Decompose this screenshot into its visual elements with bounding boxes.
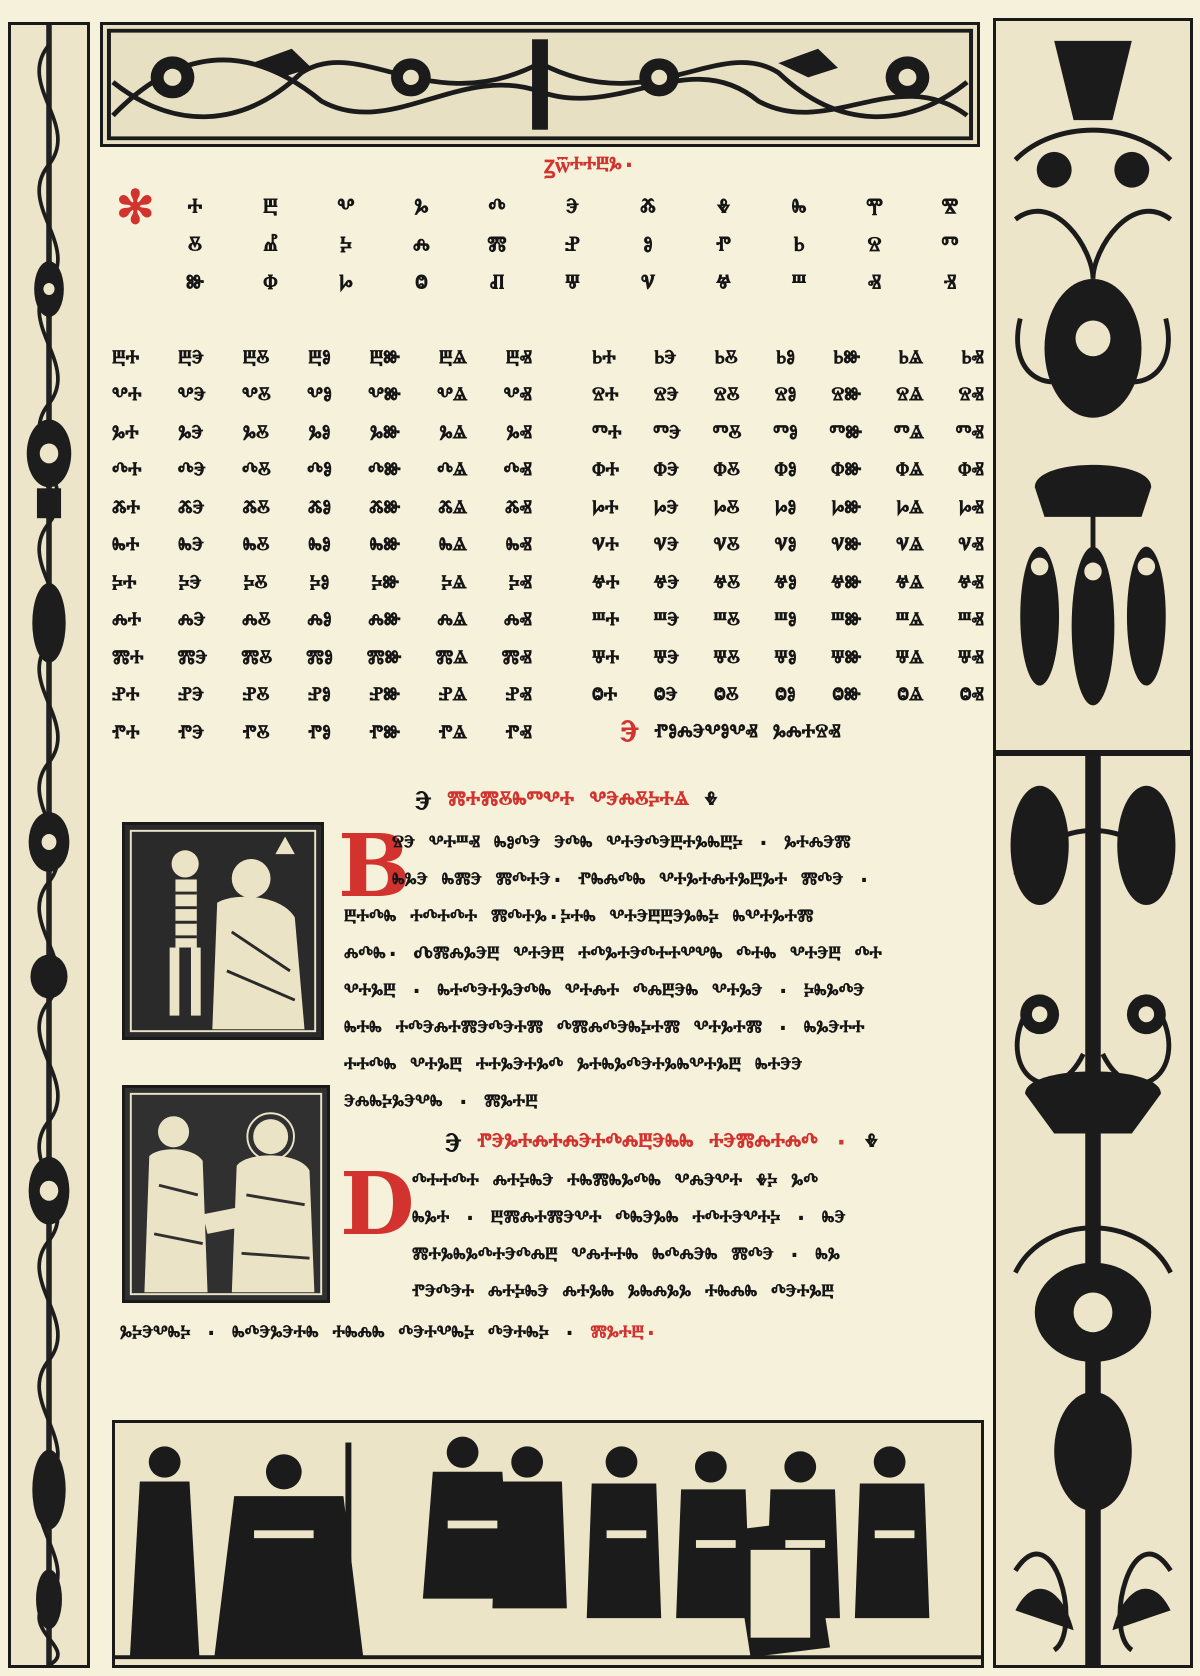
- syllable-cell: ⱀⰰ: [112, 681, 140, 711]
- syllable-cell: ⱅⰵ: [653, 418, 682, 448]
- text-line: ⰸⰳⰰ · ⰱⰿⰾⰰⰿⰵⰲⰰ ⰴⰸⰵⰳⰸ ⰰⰴⰰⰵⰲⰰⰽ · ⰸⰵ: [412, 1206, 846, 1232]
- syllable-cell: ⱄⰰ: [592, 381, 619, 411]
- syllable-cell: ⱂⱑ: [438, 718, 468, 748]
- syllable-cell: ⱎⱏ: [957, 606, 984, 636]
- alphabet-letter: ⰰ: [187, 193, 203, 224]
- alphabet-row: [165, 190, 980, 228]
- syllable-cell: ⱀⱆ: [369, 681, 401, 711]
- syllable-cell: ⰲⱆ: [368, 381, 401, 411]
- section-1-drop-cap: B: [338, 816, 411, 917]
- syllable-cell: ⰱⰰ: [112, 343, 140, 373]
- syllable-cell: ⰶⰵ: [178, 493, 205, 523]
- syllable-cell: ⰽⰵ: [178, 568, 202, 598]
- vase-cherubs-illustration: [996, 21, 1190, 750]
- syllable-cell: ⱍⰻ: [713, 568, 741, 598]
- text-line: ⰵⰾⰸⰽⰳⰵⰲⰸ · ⰿⰳⰰⰱ: [344, 1090, 538, 1116]
- section-1-heading-end: ⰷ: [704, 786, 718, 816]
- text-line: ⰸⰰⰸ ⰰⰴⰵⰾⰰⰿⰵⰴⰵⰰⰿ ⰴⰿⰾⰴⰵⰸⰽⰰⰿ ⰲⰰⰳⰰⰿ · ⰸⰳⰵⰰⰰ: [344, 1016, 865, 1042]
- syllable-cell: ⱃⱑ: [898, 343, 924, 373]
- syllable-cell: ⰲⰻ: [241, 381, 271, 411]
- section-1-heading-initial: Ⰵ: [415, 786, 432, 816]
- syllable-cell: ⰶⱑ: [438, 493, 468, 523]
- school-scene-illustration: [115, 1423, 981, 1665]
- alphabet-letter: ⰸ: [791, 193, 807, 224]
- alphabet-letter: ⰶ: [640, 193, 656, 224]
- syllable-cell: ⱄⱏ: [958, 381, 984, 411]
- bottom-woodcut-school-scene: [112, 1420, 984, 1668]
- syllable-cell: ⱂⰵ: [178, 718, 205, 748]
- syllable-cell: ⰽⰰ: [112, 568, 137, 598]
- syllable-cell: ⰳⰰ: [112, 418, 139, 448]
- alphabet-letter: ⰼ: [263, 231, 278, 262]
- syllable-cell: ⰾⱆ: [368, 606, 401, 636]
- syllable-row: [112, 603, 532, 641]
- syllable-cell: ⰽⰻ: [243, 568, 268, 598]
- syllable-cell: ⱂⱆ: [369, 718, 401, 748]
- syllable-cell: ⱅⱏ: [955, 418, 984, 448]
- annunciation-illustration: [125, 1088, 327, 1300]
- right-ornamental-border-upper: [993, 18, 1193, 753]
- alphabet-letter: ⰻ: [187, 231, 203, 262]
- star-mark: ✻: [116, 180, 155, 234]
- note-initial: Ⰵ: [620, 714, 640, 749]
- section-1-heading-text: ⰿⰰⰿⰻⰸⱅⰲⰰ ⰲⰵⰾⰻⰽⰰⱑ: [447, 786, 689, 816]
- syllable-cell: ⱂⱏ: [505, 718, 532, 748]
- syllable-cell: ⱀⱑ: [438, 681, 467, 711]
- alphabet-letter: ⱏ: [867, 269, 882, 300]
- syllable-cell: ⰶⱁ: [307, 493, 332, 523]
- syllable-cell: ⰱⱑ: [439, 343, 468, 373]
- syllable-cell: ⰴⱁ: [307, 456, 332, 486]
- left-ornamental-border: [8, 22, 90, 1668]
- syllable-cell: ⰾⱑ: [437, 606, 468, 636]
- syllable-cell: ⰾⱏ: [503, 606, 532, 636]
- syllable-cell: ⱉⱑ: [897, 681, 924, 711]
- syllable-cell: ⰲⱑ: [437, 381, 468, 411]
- syllable-cell: ⱈⰰ: [592, 493, 619, 523]
- syllable-row: [592, 490, 984, 528]
- syllable-cell: ⱄⱑ: [896, 381, 924, 411]
- syllable-cell: ⱃⰰ: [592, 343, 616, 373]
- syllable-cell: ⰿⱑ: [435, 643, 468, 673]
- syllable-cell: ⱋⰵ: [653, 643, 680, 673]
- alphabet-letter: ⱋ: [565, 269, 580, 300]
- syllable-cell: ⰿⰻ: [241, 643, 273, 673]
- syllable-cell: ⰱⰻ: [242, 343, 270, 373]
- alphabet-letter: ⱀ: [565, 231, 580, 262]
- syllable-cell: ⱃⰵ: [654, 343, 677, 373]
- syllable-cell: ⱀⰻ: [242, 681, 270, 711]
- syllable-cell: ⰸⱏ: [505, 531, 532, 561]
- syllable-cell: ⱍⱏ: [957, 568, 984, 598]
- syllable-cell: ⱈⰵ: [653, 493, 679, 523]
- alphabet-letter: ⰷ: [716, 193, 731, 224]
- syllable-table-left: [112, 340, 532, 753]
- alphabet-letter: ⱌ: [640, 269, 656, 300]
- syllable-cell: ⱋⰰ: [592, 643, 620, 673]
- syllable-cell: ⱋⱁ: [774, 643, 797, 673]
- syllable-cell: ⱋⱑ: [895, 643, 924, 673]
- note-text: ⱂⱁⰾⰵⰲⱁⰲⱏ ⰳⰾⰰⱄⱏ: [654, 718, 841, 747]
- section-2-heading-text: ⱂⰵⰳⰰⰾⰰⰾⰵⰰⰴⰾⰱⰵⰸⰸ ⰰⰵⰿⰾⰰⰾⰴ ·: [477, 1128, 850, 1158]
- syllable-cell: ⱅⱑ: [893, 418, 925, 448]
- syllable-row: [112, 453, 532, 491]
- syllable-cell: ⰾⰻ: [242, 606, 271, 636]
- section-2-tail-end: ⰿⰳⰰⰱ·: [590, 1321, 658, 1347]
- syllable-row: [112, 340, 532, 378]
- syllable-cell: ⰽⱁ: [309, 568, 330, 598]
- syllable-cell: ⱀⱁ: [308, 681, 331, 711]
- syllable-cell: ⰳⰻ: [242, 418, 270, 448]
- text-line: ⰴⰰⰰⰴⰰ ⰾⰰⰽⰸⰵ ⰰⰸⰿⰸⰳⰴⰸ ⰲⰾⰵⰲⰰ ⰷⰽ ⰳⰴ: [412, 1169, 819, 1195]
- alphabet-letter: ⱊ: [489, 269, 505, 300]
- syllable-cell: ⱈⰻ: [713, 493, 740, 523]
- syllable-cell: ⱌⰰ: [592, 531, 619, 561]
- text-line: ⱄⰵ ⰲⰰⱎⱏ ⰸⱁⰴⰵ ⰵⰴⰸ ⰲⰰⰵⰴⰵⰱⰰⰳⰸⰱⰽ · ⰳⰰⰾⰵⰿ: [392, 831, 851, 857]
- syllable-cell: ⱈⱆ: [831, 493, 862, 523]
- alphabet-letter: ⱈ: [339, 269, 353, 300]
- syllable-row: [592, 640, 984, 678]
- alphabet-letter: ⱆ: [185, 269, 205, 300]
- syllable-cell: ⱋⱆ: [830, 643, 862, 673]
- syllable-cell: ⰱⱆ: [369, 343, 401, 373]
- syllable-cell: ⱌⰻ: [713, 531, 740, 561]
- alphabet-row: [165, 266, 980, 304]
- alphabet-letter: ⰿ: [487, 231, 507, 262]
- alphabet-letter: ⱉ: [415, 269, 428, 300]
- syllable-table-note: [620, 714, 841, 749]
- syllable-cell: ⰶⱆ: [369, 493, 401, 523]
- syllable-cell: ⰶⱏ: [505, 493, 532, 523]
- syllable-cell: ⰽⱆ: [371, 568, 400, 598]
- syllable-table-right: [592, 340, 984, 715]
- syllable-row: [592, 528, 984, 566]
- syllable-row: [592, 415, 984, 453]
- syllable-cell: ⰿⰰ: [112, 643, 144, 673]
- syllable-cell: ⰽⱑ: [441, 568, 467, 598]
- syllable-row: [592, 603, 984, 641]
- syllable-cell: ⱌⰵ: [653, 531, 679, 561]
- alphabet-letter: ⰺ: [941, 193, 959, 224]
- syllable-row: [112, 565, 532, 603]
- calendar-heading: ꙁѿⰰⰰⰱⰳ·: [543, 151, 637, 179]
- syllable-cell: ⰾⰰ: [112, 606, 142, 636]
- syllable-row: [112, 678, 532, 716]
- syllable-cell: ⰳⱑ: [439, 418, 467, 448]
- syllable-row: [592, 340, 984, 378]
- syllable-row: [112, 528, 532, 566]
- text-line: ⰱⰰⰴⰸ ⰰⰴⰰⰴⰰ ⰿⰴⰰⰳ·ⰽⰰⰸ ⰲⰰⰵⰱⰱⰵⰳⰸⰽ ⰸⰲⰰⰳⰰⰿ: [344, 905, 814, 931]
- syllable-cell: ⰴⰵ: [177, 456, 206, 486]
- alphabet-letter: ⱃ: [793, 231, 805, 262]
- alphabet-letter: ⱎ: [791, 269, 807, 300]
- alphabet-letter: ⰾ: [413, 231, 430, 262]
- syllable-cell: ⰿⰵ: [177, 643, 208, 673]
- section-2-tail-text: ⰳⰽⰵⰲⰸⰽ · ⰸⰴⰵⰳⰵⰰⰸ ⰰⰸⰾⰸ ⰴⰵⰰⰲⰸⰽ ⰴⰵⰰⰸⰽ ·: [120, 1321, 577, 1347]
- syllable-cell: ⰸⱁ: [308, 531, 331, 561]
- text-line: ⰲⰰⰳⰱ · ⰸⰰⰴⰵⰰⰳⰵⰴⰸ ⰲⰰⰾⰰ ⰴⰾⰱⰵⰸ ⰲⰰⰳⰵ · ⰽⰸⰳⰴⰵ: [344, 979, 865, 1005]
- syllable-cell: ⱈⱁ: [774, 493, 797, 523]
- syllable-cell: ⱌⱑ: [895, 531, 924, 561]
- syllable-cell: ⱇⱑ: [895, 456, 924, 486]
- syllable-cell: ⱀⱏ: [505, 681, 532, 711]
- alphabet-letter: ⰽ: [340, 231, 352, 262]
- syllable-cell: ⱇⱏ: [957, 456, 984, 486]
- syllable-cell: ⰳⱏ: [506, 418, 532, 448]
- syllable-cell: ⱃⱏ: [961, 343, 984, 373]
- woodcut-death-and-king: [122, 822, 324, 1040]
- alphabet-letter: ⱂ: [715, 231, 732, 262]
- syllable-cell: ⰲⰵ: [177, 381, 206, 411]
- section-1-paragraph: [344, 826, 984, 1122]
- alphabet-letter: ⰴ: [488, 193, 506, 224]
- syllable-row: [112, 490, 532, 528]
- syllable-cell: ⰳⰵ: [178, 418, 204, 448]
- syllable-cell: ⰲⱁ: [307, 381, 332, 411]
- syllable-cell: ⱌⱏ: [958, 531, 984, 561]
- candelabrum-illustration: [996, 756, 1190, 1665]
- syllable-cell: ⰸⰵ: [178, 531, 204, 561]
- syllable-cell: ⰴⱆ: [368, 456, 401, 486]
- alphabet-letter: ⱅ: [941, 231, 959, 262]
- section-2-heading: [445, 1128, 878, 1159]
- syllable-cell: ⱋⰻ: [713, 643, 741, 673]
- syllable-cell: ⱇⱁ: [774, 456, 797, 486]
- syllable-cell: ⰶⰰ: [112, 493, 141, 523]
- syllable-cell: ⰱⱁ: [308, 343, 331, 373]
- syllable-cell: ⱌⱆ: [831, 531, 862, 561]
- syllable-cell: ⰴⱑ: [437, 456, 468, 486]
- syllable-cell: ⰴⰻ: [241, 456, 271, 486]
- text-line: ⰰⰰⰴⰸ ⰲⰰⰳⰱ ⰰⰰⰳⰵⰰⰳⰴ ⰳⰰⰸⰳⰴⰵⰰⰳⰸⰲⰰⰳⰱ ⰸⰰⰵⰵ: [344, 1053, 803, 1079]
- alphabet-letter: ⱍ: [716, 269, 731, 300]
- syllable-row: [592, 678, 984, 716]
- alphabet-letter: ⱐ: [943, 269, 957, 300]
- top-ornamental-band: [100, 22, 980, 147]
- syllable-cell: ⱅⰰ: [592, 418, 622, 448]
- syllable-row: [112, 415, 532, 453]
- alphabet-letter: ⰳ: [414, 193, 429, 224]
- syllable-cell: ⱉⱏ: [959, 681, 984, 711]
- syllable-cell: ⰱⰵ: [178, 343, 204, 373]
- alphabet-letter: ⰵ: [566, 193, 579, 224]
- syllable-cell: ⱉⱁ: [775, 681, 796, 711]
- syllable-cell: ⰿⱁ: [306, 643, 333, 673]
- death-and-king-illustration: [125, 825, 321, 1037]
- section-1-heading: [415, 786, 718, 817]
- section-2-heading-end: ⰷ: [864, 1128, 878, 1158]
- text-line: ⰿⰰⰳⰸⰳⰴⰰⰵⰴⰾⰱ ⰲⰾⰰⰰⰸ ⰸⰴⰾⰵⰸ ⰿⰴⰵ · ⰸⰳ: [412, 1243, 840, 1269]
- alphabet-letter: ⱁ: [643, 231, 653, 262]
- section-2-paragraph: [344, 1164, 984, 1312]
- syllable-cell: ⱍⱁ: [774, 568, 797, 598]
- syllable-cell: ⱈⱏ: [958, 493, 984, 523]
- alphabet-letter: ⱄ: [867, 231, 882, 262]
- syllable-cell: ⱉⰻ: [714, 681, 739, 711]
- syllable-cell: ⰲⱏ: [503, 381, 532, 411]
- syllable-cell: ⰿⱏ: [501, 643, 532, 673]
- syllable-cell: ⰶⰻ: [242, 493, 270, 523]
- section-2-heading-initial: Ⰵ: [445, 1128, 462, 1158]
- syllable-cell: ⱉⱆ: [832, 681, 861, 711]
- right-ornamental-border-lower: [993, 753, 1193, 1668]
- syllable-cell: ⱎⰰ: [592, 606, 620, 636]
- syllable-cell: ⰸⱆ: [369, 531, 401, 561]
- section-2-closing-line: [120, 1316, 984, 1353]
- syllable-cell: ⰳⱆ: [370, 418, 400, 448]
- syllable-row: [592, 378, 984, 416]
- syllable-cell: ⱇⰻ: [713, 456, 740, 486]
- vine-column-illustration: [11, 25, 87, 1665]
- syllable-cell: ⰱⱏ: [505, 343, 532, 373]
- syllable-cell: ⱍⰰ: [592, 568, 620, 598]
- syllable-cell: ⱇⰰ: [592, 456, 620, 486]
- syllable-row: [592, 453, 984, 491]
- syllable-cell: ⱍⱆ: [830, 568, 862, 598]
- syllable-cell: ⱌⱁ: [774, 531, 797, 561]
- syllable-cell: ⱂⰰ: [112, 718, 140, 748]
- syllable-cell: ⱇⰵ: [653, 456, 680, 486]
- syllable-cell: ⱍⰵ: [653, 568, 680, 598]
- alphabet-letter: ⰱ: [263, 193, 278, 224]
- alphabet-table: [165, 190, 980, 304]
- syllable-cell: ⱃⰻ: [714, 343, 738, 373]
- syllable-cell: ⰾⱁ: [307, 606, 332, 636]
- syllable-cell: ⱀⰵ: [178, 681, 204, 711]
- syllable-cell: ⰳⱁ: [308, 418, 331, 448]
- syllable-cell: ⰸⱑ: [438, 531, 467, 561]
- syllable-cell: ⰸⰻ: [242, 531, 270, 561]
- alphabet-row: [165, 228, 980, 266]
- syllable-cell: ⱄⱁ: [774, 381, 797, 411]
- syllable-row: [112, 715, 532, 753]
- alphabet-letter: ⰹ: [866, 193, 883, 224]
- syllable-cell: ⱎⱁ: [774, 606, 797, 636]
- syllable-cell: ⱅⰻ: [712, 418, 742, 448]
- syllable-cell: ⱎⱆ: [830, 606, 862, 636]
- syllable-row: [112, 378, 532, 416]
- syllable-cell: ⱄⱆ: [831, 381, 862, 411]
- syllable-cell: ⱄⰻ: [713, 381, 740, 411]
- syllable-cell: ⱇⱆ: [831, 456, 862, 486]
- syllable-cell: ⱈⱑ: [896, 493, 924, 523]
- alphabet-letter: ⱇ: [263, 269, 278, 300]
- syllable-cell: ⰲⰰ: [112, 381, 142, 411]
- syllable-cell: ⱋⱏ: [957, 643, 984, 673]
- syllable-cell: ⱃⱆ: [833, 343, 861, 373]
- syllable-cell: ⰴⱏ: [503, 456, 532, 486]
- syllable-cell: ⱎⰵ: [653, 606, 680, 636]
- syllable-cell: ⱎⱑ: [895, 606, 924, 636]
- syllable-cell: ⰴⰰ: [112, 456, 142, 486]
- syllable-cell: ⱍⱑ: [895, 568, 924, 598]
- syllable-cell: ⰸⰰ: [112, 531, 140, 561]
- syllable-cell: ⰿⱆ: [366, 643, 402, 673]
- syllable-cell: ⰽⱏ: [508, 568, 532, 598]
- syllable-cell: ⱉⰵ: [653, 681, 678, 711]
- woodcut-annunciation: [122, 1085, 330, 1303]
- syllable-cell: ⱎⰻ: [713, 606, 741, 636]
- text-line: ⰸⰳⰵ ⰸⰿⰵ ⰿⰴⰰⰵ· ⱂⰸⰾⰴⰸ ⰲⰰⰳⰰⰾⰰⰳⰱⰳⰰ ⰿⰴⰵ ·: [392, 868, 871, 894]
- syllable-row: [592, 565, 984, 603]
- syllable-cell: ⱂⰻ: [242, 718, 270, 748]
- floral-birds-illustration: [103, 25, 977, 144]
- syllable-cell: ⱉⰰ: [592, 681, 618, 711]
- syllable-cell: ⰾⰵ: [177, 606, 206, 636]
- syllable-cell: ⱅⱁ: [773, 418, 798, 448]
- section-2-drop-cap: D: [340, 1154, 415, 1255]
- syllable-cell: ⱂⱁ: [308, 718, 331, 748]
- alphabet-letter: ⰲ: [337, 193, 355, 224]
- syllable-cell: ⱄⰵ: [653, 381, 679, 411]
- syllable-cell: ⱅⱆ: [829, 418, 863, 448]
- syllable-row: [112, 640, 532, 678]
- syllable-cell: ⱃⱁ: [776, 343, 796, 373]
- text-line: ⰾⰴⰸ· Ⰴⰿⰾⰳⰵⰱ ⰲⰰⰵⰱ ⰰⰴⰳⰰⰵⰴⰰⰰⰲⰲⰸ ⰴⰰⰸ ⰲⰰⰵⰱ ⰴⰰ: [344, 942, 882, 968]
- text-line: ⱂⰵⰴⰵⰰ ⰾⰰⰽⰸⰵ ⰾⰰⰳⰸ ⰳⰸⰾⰳⰳ ⰰⰸⰾⰸ ⰴⰵⰰⰳⰱ: [412, 1280, 834, 1306]
